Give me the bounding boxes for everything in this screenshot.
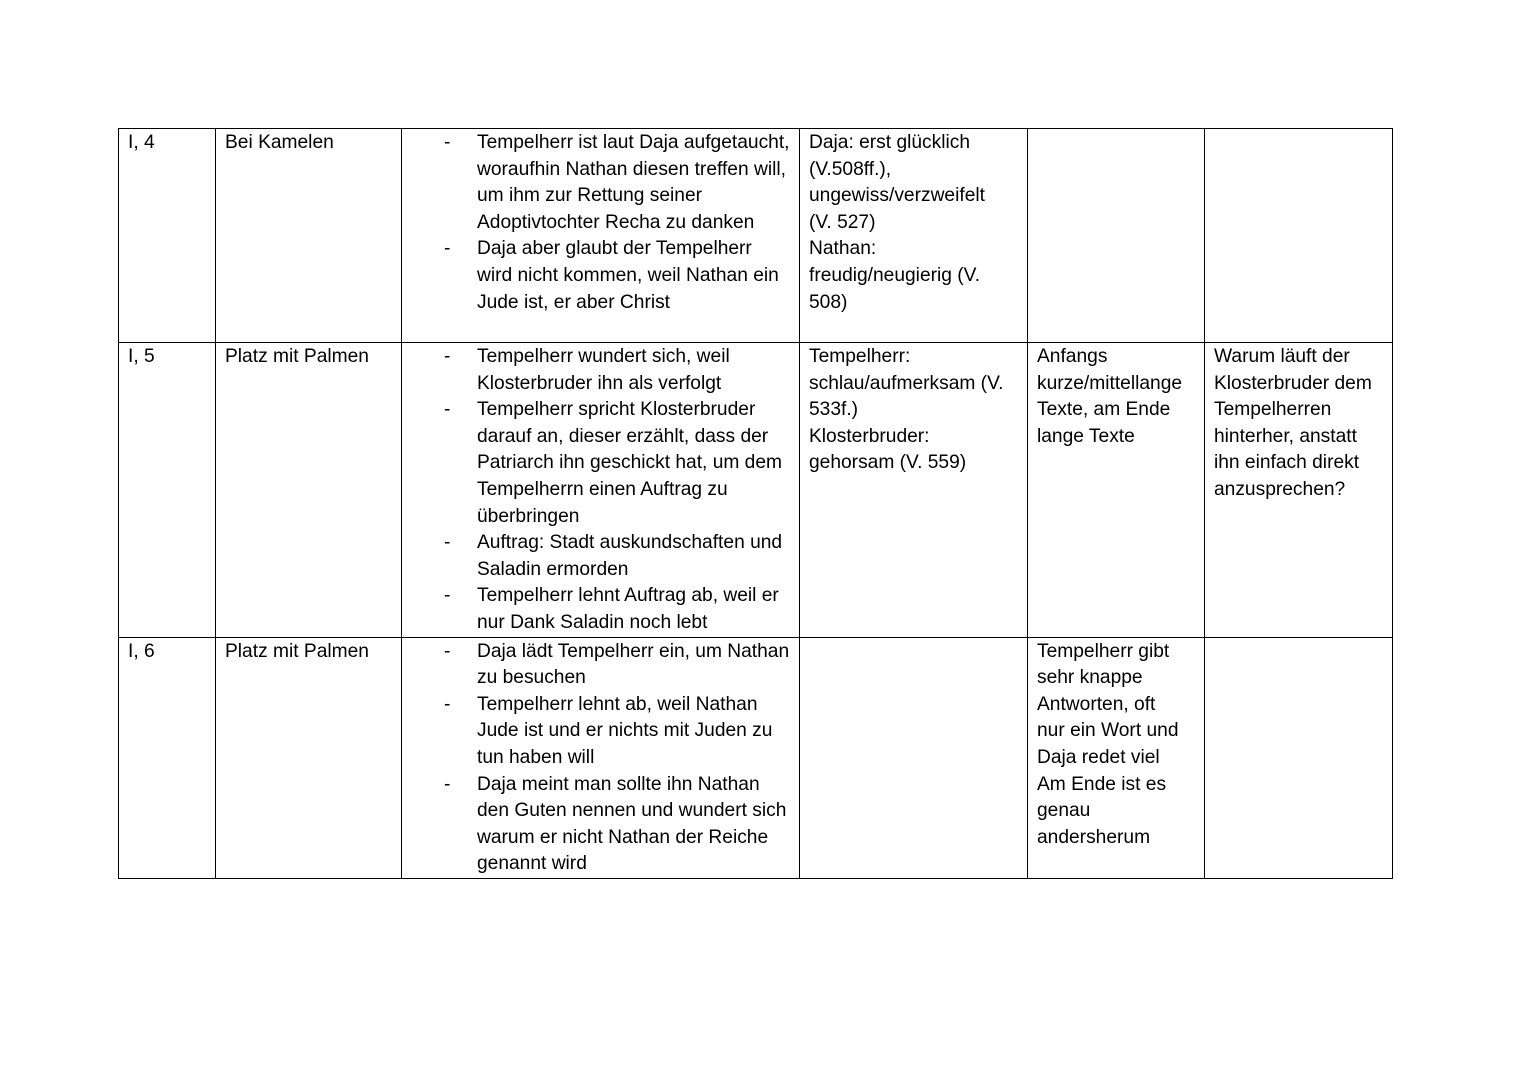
bullet-dash: - <box>444 399 451 421</box>
bullet-dash: - <box>444 132 451 153</box>
summary-text: Tempelherr spricht Klosterbruder darauf an, dieser erzählt, dass der Patriarch ihn geschickt hat, um dem Tempelherrn einen Auftrag zu überbringen <box>477 399 783 527</box>
summary-item <box>411 130 790 236</box>
summary-list <box>411 344 790 637</box>
summary-item <box>411 344 790 397</box>
scene-number: I, 5 <box>128 346 155 367</box>
summary-list <box>411 639 790 878</box>
summary-item <box>411 692 790 772</box>
question-text: Warum läuft der Klosterbruder dem Tempelherren hinterher, anstatt ihn einfach direkt anzusprechen? <box>1214 346 1372 500</box>
bullet-dash: - <box>444 532 451 554</box>
form-text: Anfangs kurze/mittellange Texte, am Ende lange Texte <box>1037 346 1183 447</box>
bullet-dash: - <box>444 585 451 607</box>
scene-number: I, 6 <box>128 640 155 662</box>
moods-cell <box>800 637 1028 878</box>
place-cell <box>216 637 402 878</box>
form-text: Tempelherr gibt sehr knappe Antworten, oft nur ein Wort und Daja redet viel Am Ende ist es genau andersherum <box>1037 640 1179 848</box>
scene-cell <box>119 343 216 638</box>
summary-item <box>411 530 790 583</box>
bullet-dash: - <box>444 773 451 795</box>
summary-text: Tempelherr lehnt Auftrag ab, weil er nur Dank Saladin noch lebt <box>477 585 779 633</box>
moods-cell <box>800 129 1028 343</box>
summary-text: Daja lädt Tempelherr ein, um Nathan zu besuchen <box>477 640 790 689</box>
scene-place: Platz mit Palmen <box>225 346 369 367</box>
summary-item <box>411 772 790 878</box>
summary-text: Auftrag: Stadt auskundschaften und Saladin ermorden <box>477 532 783 580</box>
summary-cell <box>402 637 800 878</box>
scene-number: I, 4 <box>128 132 155 153</box>
place-cell <box>216 343 402 638</box>
question-cell <box>1205 343 1393 638</box>
summary-item <box>411 397 790 530</box>
table-row <box>119 343 1393 638</box>
summary-text: Tempelherr lehnt ab, weil Nathan Jude ist und er nichts mit Juden zu tun haben will <box>477 693 773 768</box>
table-row <box>119 129 1393 343</box>
summary-text: Tempelherr ist laut Daja aufgetaucht, woraufhin Nathan diesen treffen will, um ihm zur Rettung seiner Adoptivtochter Recha zu danken <box>477 132 790 233</box>
summary-cell <box>402 343 800 638</box>
form-cell <box>1028 343 1205 638</box>
bullet-dash: - <box>444 238 451 260</box>
summary-text: Daja aber glaubt der Tempelherr wird nicht kommen, weil Nathan ein Jude ist, er aber Christ <box>477 238 779 313</box>
summary-cell <box>402 129 800 343</box>
summary-item <box>411 236 790 316</box>
moods-text: Daja: erst glücklich (V.508ff.), ungewiss/verzweifelt (V. 527) Nathan: freudig/neugierig (V. 508) <box>809 132 985 313</box>
bullet-dash: - <box>444 346 451 367</box>
summary-item <box>411 583 790 636</box>
question-cell <box>1205 129 1393 343</box>
summary-list <box>411 130 790 316</box>
summary-item <box>411 639 790 692</box>
scene-place: Platz mit Palmen <box>225 640 369 662</box>
bullet-dash: - <box>444 693 451 715</box>
scene-cell <box>119 637 216 878</box>
moods-cell <box>800 343 1028 638</box>
form-cell <box>1028 637 1205 878</box>
table-row <box>119 637 1393 878</box>
summary-text: Daja meint man sollte ihn Nathan den Guten nennen und wundert sich warum er nicht Nathan der Reiche genannt wird <box>477 773 787 875</box>
scene-cell <box>119 129 216 343</box>
summary-text: Tempelherr wundert sich, weil Klosterbruder ihn als verfolgt <box>477 346 730 394</box>
question-cell <box>1205 637 1393 878</box>
moods-text: Tempelherr: schlau/aufmerksam (V. 533f.) Klosterbruder: gehorsam (V. 559) <box>809 346 1004 474</box>
scene-place: Bei Kamelen <box>225 132 334 153</box>
form-cell <box>1028 129 1205 343</box>
place-cell <box>216 129 402 343</box>
bullet-dash: - <box>444 640 451 662</box>
scene-table <box>118 128 1393 879</box>
